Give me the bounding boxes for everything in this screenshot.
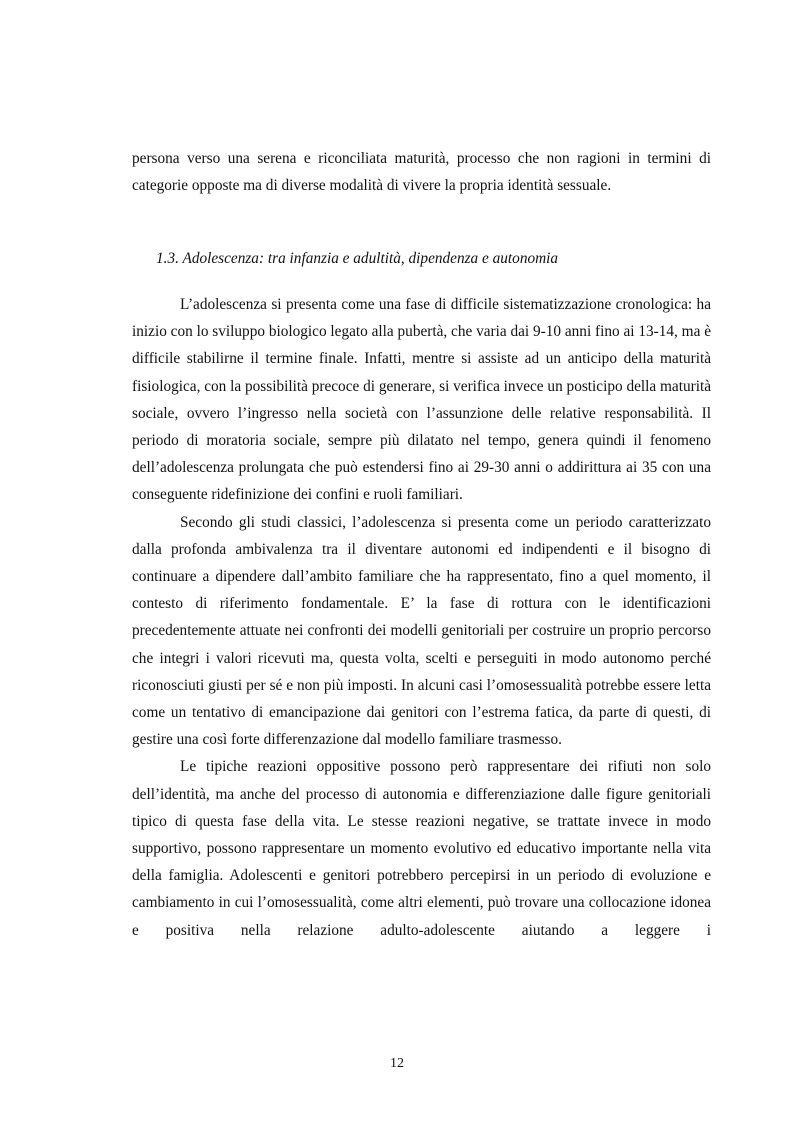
section-body [132, 291, 711, 944]
body-paragraph-3: Le tipiche reazioni oppositive possono però rappresentare dei rifiuti non solo dell’identità, ma anche del processo di autonomia e differenziazione dalle figure genitoriali tipico di questa fase della vita. Le stesse reazioni negative, se trattate invece in modo supportivo, possono rappresentare un momento evolutivo ed educativo importante nella vita della famiglia. Adolescenti e genitori potrebbero percepirsi in un periodo di evoluzione e cambiamento in cui l’omosessualità, come altri elementi, può trovare una collocazione idonea e positiva nella relazione adulto-adolescente aiutando a leggere i [132, 758, 711, 939]
page-number: 12 [390, 1056, 404, 1071]
intro-paragraph: persona verso una serena e riconciliata maturità, processo che non ragioni in termini di categorie opposte ma di diverse modalità di vivere la propria identità sessuale. [132, 150, 711, 195]
intro-paragraph-block [132, 145, 711, 199]
body-paragraph-1: L’adolescenza si presenta come una fase di difficile sistematizzazione cronologica: ha inizio con lo sviluppo biologico legato alla pubertà, che varia dai 9-10 anni fino ai 13-14, ma è difficile stabilirne il termine finale. Infatti, mentre si assiste ad un anticipo della maturità fisiologica, con la possibilità precoce di generare, si verifica invece un posticipo della maturità sociale, ovvero l’ingresso nella società con l’assunzione delle relative responsabilità. Il periodo di moratoria sociale, sempre più dilatato nel tempo, genera quindi il fenomeno dell’adolescenza prolungata che può estendersi fino ai 29-30 anni o addirittura ai 35 con una conseguente ridefinizione dei confini e ruoli familiari. [132, 296, 711, 504]
section-heading: 1.3. Adolescenza: tra infanzia e adultità, dipendenza e autonomia [156, 250, 559, 267]
body-paragraph-2: Secondo gli studi classici, l’adolescenza si presenta come un periodo caratterizzato dalla profonda ambivalenza tra il diventare autonomi ed indipendenti e il bisogno di continuare a dipendere dall’ambito familiare che ha rappresentato, fino a quel momento, il contesto di riferimento fondamentale. E’ la fase di rottura con le identificazioni precedentemente attuate nei confronti dei modelli genitoriali per costruire un proprio percorso che integri i valori ricevuti ma, questa volta, scelti e perseguiti in modo autonomo perché riconosciuti giusti per sé e non più imposti. In alcuni casi l’omosessualità potrebbe essere letta come un tentativo di emancipazione dai genitori con l’estrema fatica, da parte di questi, di gestire una così forte differenzazione dal modello familiare trasmesso. [132, 513, 711, 749]
